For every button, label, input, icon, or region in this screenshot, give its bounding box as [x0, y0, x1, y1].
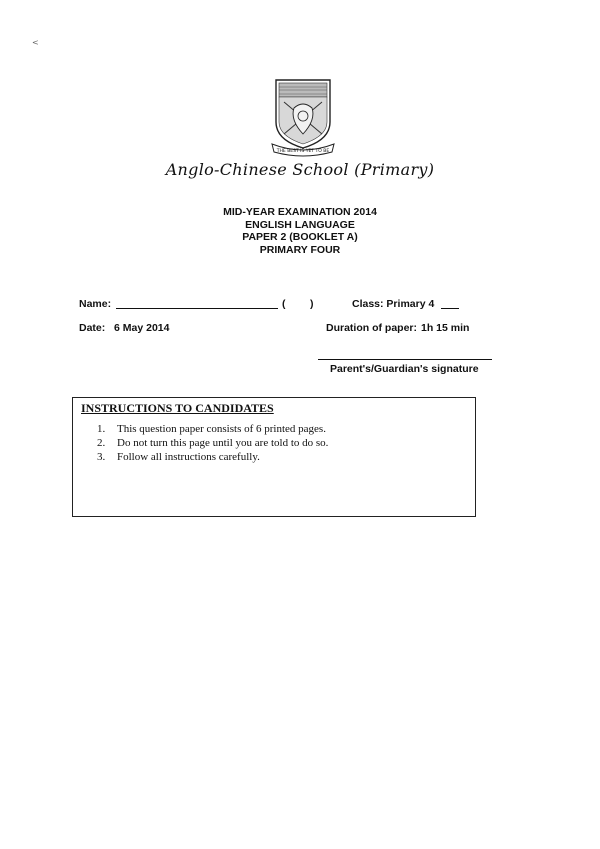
item-number: 2. — [97, 437, 106, 449]
exam-heading — [0, 206, 600, 256]
instructions-box — [72, 397, 476, 517]
crest-motto: THE BEST IS YET TO BE — [276, 149, 330, 154]
school-crest-icon — [270, 78, 336, 158]
list-item — [97, 450, 328, 464]
index-paren-open: ( — [282, 298, 286, 310]
exam-title: MID-YEAR EXAMINATION 2014 — [223, 206, 377, 218]
list-item — [97, 422, 328, 436]
duration-value: 1h 15 min — [421, 322, 470, 334]
school-name: Anglo-Chinese School (Primary) — [165, 160, 435, 179]
name-label: Name: — [79, 298, 112, 310]
date-label: Date: — [79, 322, 106, 334]
item-text: Do not turn this page until you are told to do so. — [117, 437, 329, 449]
date-value: 6 May 2014 — [114, 322, 170, 334]
signature-label: Parent's/Guardian's signature — [330, 363, 479, 375]
instructions-list — [97, 422, 328, 464]
exam-level: PRIMARY FOUR — [259, 243, 341, 256]
item-number: 1. — [97, 423, 106, 435]
instructions-title: INSTRUCTIONS TO CANDIDATES — [81, 401, 274, 415]
item-text: Follow all instructions carefully. — [117, 451, 260, 463]
stray-mark: < — [32, 38, 39, 47]
item-number: 3. — [97, 451, 106, 463]
duration-label: Duration of paper: — [326, 322, 417, 334]
name-field[interactable] — [116, 299, 278, 309]
class-label: Class: Primary 4 — [352, 298, 435, 310]
signature-field[interactable] — [318, 359, 492, 360]
index-paren-close: ) — [310, 298, 314, 310]
list-item — [97, 436, 328, 450]
class-field[interactable] — [441, 299, 459, 309]
exam-paper: PAPER 2 (BOOKLET A) — [242, 231, 358, 243]
exam-subject: ENGLISH LANGUAGE — [245, 218, 355, 231]
item-text: This question paper consists of 6 printed pages. — [117, 423, 326, 435]
